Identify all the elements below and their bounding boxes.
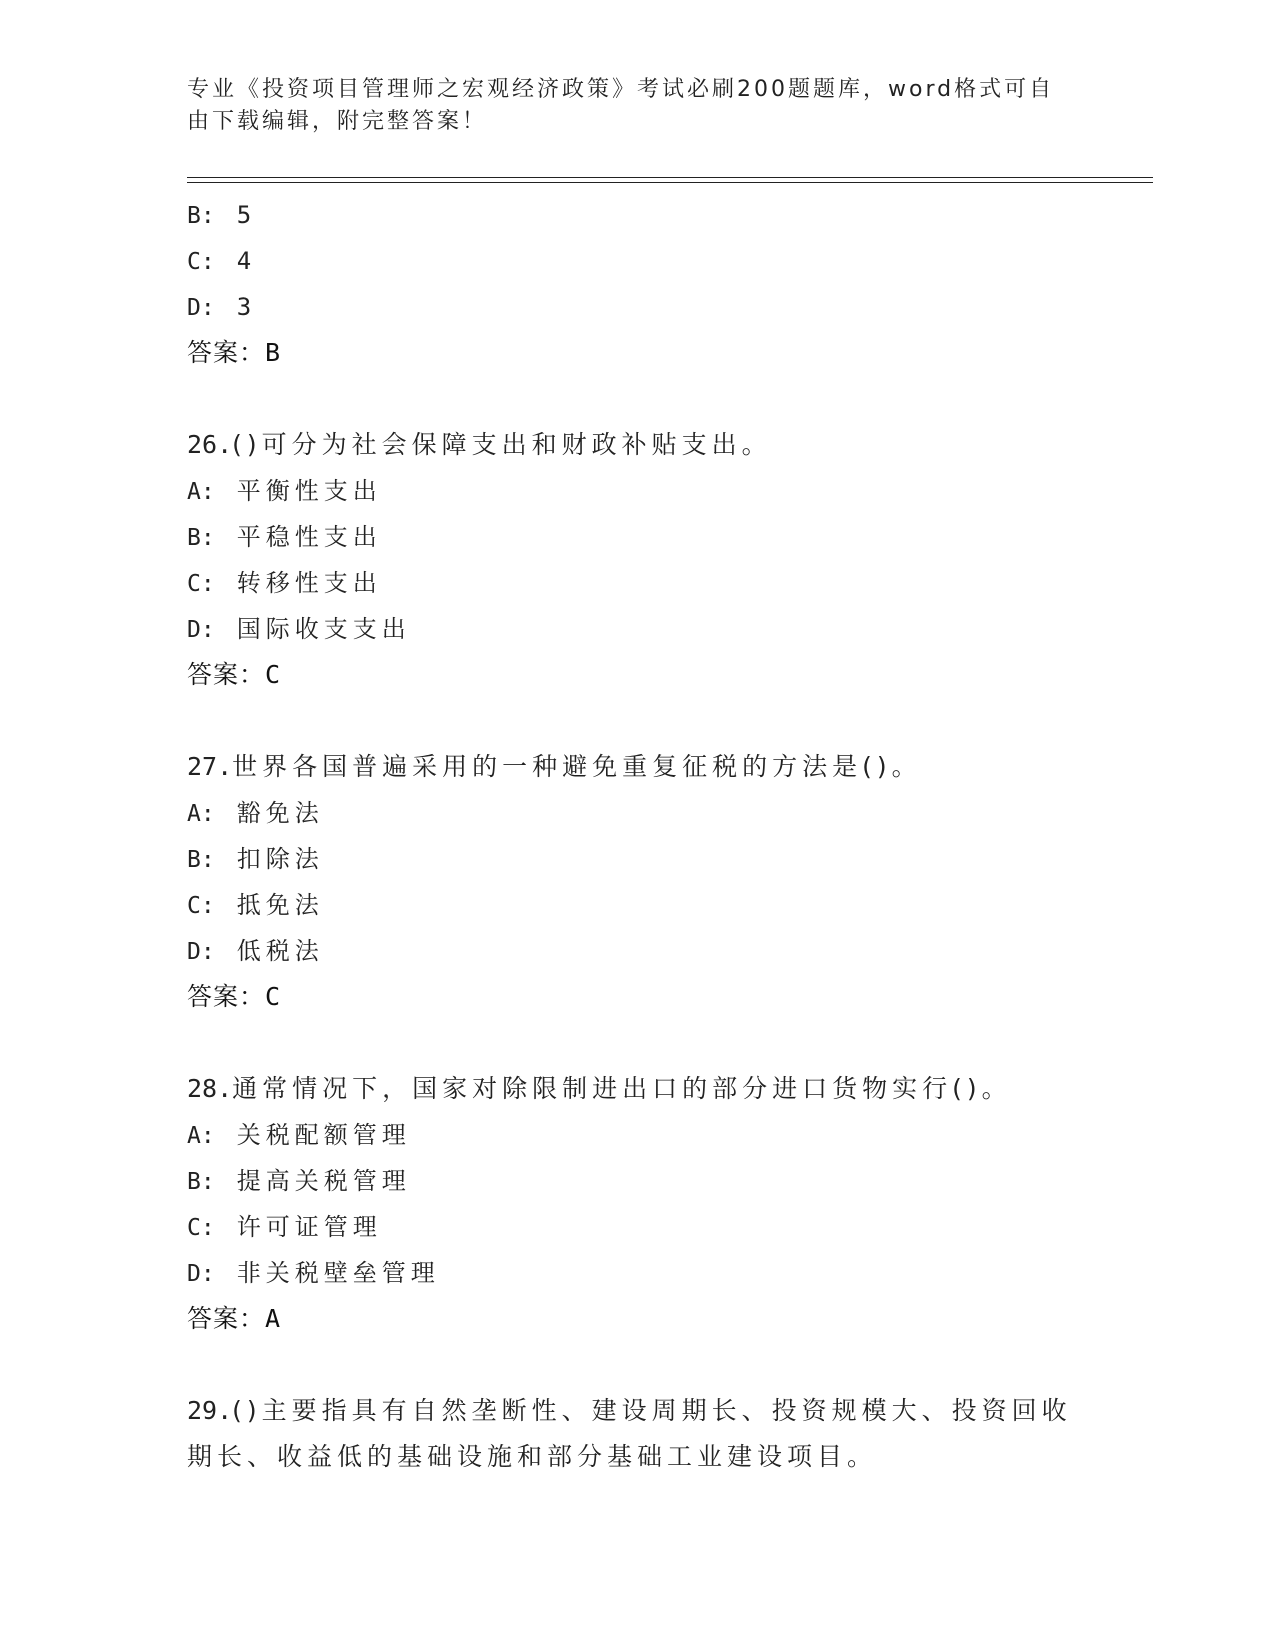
option-text: 平衡性支出 <box>236 477 382 505</box>
option-label: D: <box>187 617 215 643</box>
question-29 <box>187 1388 1087 1480</box>
option-text: 豁免法 <box>236 799 324 827</box>
option-d <box>187 284 1087 330</box>
question-number: 28. <box>187 1074 233 1103</box>
option-label: B: <box>187 203 215 229</box>
option-text: 提高关税管理 <box>236 1167 411 1195</box>
option-c <box>187 238 1087 284</box>
option-label: C: <box>187 249 215 275</box>
answer-line <box>187 974 1087 1020</box>
option-text: 扣除法 <box>236 845 324 873</box>
option-label: B: <box>187 847 215 873</box>
option-label: C: <box>187 1215 215 1241</box>
option-a <box>187 468 1087 514</box>
option-b <box>187 514 1087 560</box>
option-text: 4 <box>236 247 252 275</box>
option-d <box>187 928 1087 974</box>
answer-label: 答案： <box>187 1304 266 1333</box>
header-rule-bottom <box>187 182 1153 183</box>
option-text: 抵免法 <box>236 891 324 919</box>
answer-value: B <box>265 338 282 367</box>
option-c <box>187 560 1087 606</box>
option-label: B: <box>187 1169 215 1195</box>
option-label: D: <box>187 939 215 965</box>
option-label: A: <box>187 479 215 505</box>
document-header: 专业《投资项目管理师之宏观经济政策》考试必刷200题题库，word格式可自由下载编辑，附完整答案！ <box>187 77 1055 134</box>
option-c <box>187 882 1087 928</box>
option-label: B: <box>187 525 215 551</box>
header-rule-top <box>187 177 1153 178</box>
question-28 <box>187 1066 1087 1342</box>
answer-value: A <box>265 1304 282 1333</box>
option-c <box>187 1204 1087 1250</box>
question-number: 27. <box>187 752 233 781</box>
option-text: 转移性支出 <box>236 569 382 597</box>
question-stem <box>187 422 1087 468</box>
question-stem <box>187 1066 1087 1112</box>
question-text: 世界各国普遍采用的一种避免重复征税的方法是()。 <box>232 752 922 781</box>
answer-line <box>187 1296 1087 1342</box>
option-label: C: <box>187 893 215 919</box>
option-text: 非关税壁垒管理 <box>236 1259 440 1287</box>
option-label: A: <box>187 1123 215 1149</box>
question-stem <box>187 744 1087 790</box>
option-a <box>187 1112 1087 1158</box>
option-d <box>187 1250 1087 1296</box>
option-b <box>187 836 1087 882</box>
answer-label: 答案： <box>187 982 266 1011</box>
option-text: 平稳性支出 <box>236 523 382 551</box>
question-text: 通常情况下，国家对除限制进出口的部分进口货物实行()。 <box>232 1074 1012 1103</box>
question-number: 26. <box>187 430 233 459</box>
option-text: 国际收支支出 <box>236 615 411 643</box>
answer-value: C <box>265 660 282 689</box>
option-label: D: <box>187 295 215 321</box>
answer-label: 答案： <box>187 660 266 689</box>
question-26 <box>187 422 1087 698</box>
question-number: 29. <box>187 1396 233 1425</box>
question-list <box>187 192 1087 1480</box>
option-b <box>187 192 1087 238</box>
question-27 <box>187 744 1087 1020</box>
question-25-tail <box>187 192 1087 376</box>
option-text: 5 <box>236 201 252 229</box>
option-text: 许可证管理 <box>236 1213 382 1241</box>
answer-line <box>187 652 1087 698</box>
option-text: 关税配额管理 <box>236 1121 411 1149</box>
question-text: ()主要指具有自然垄断性、建设周期长、投资规模大、投资回收期长、收益低的基础设施和部分基础工业建设项目。 <box>187 1396 1072 1471</box>
answer-label: 答案： <box>187 338 266 367</box>
option-label: A: <box>187 801 215 827</box>
option-text: 3 <box>236 293 252 321</box>
option-label: D: <box>187 1261 215 1287</box>
answer-line <box>187 330 1087 376</box>
answer-value: C <box>265 982 282 1011</box>
question-text: ()可分为社会保障支出和财政补贴支出。 <box>232 430 772 459</box>
question-stem <box>187 1388 1087 1480</box>
option-a <box>187 790 1087 836</box>
option-label: C: <box>187 571 215 597</box>
option-b <box>187 1158 1087 1204</box>
option-text: 低税法 <box>236 937 324 965</box>
option-d <box>187 606 1087 652</box>
